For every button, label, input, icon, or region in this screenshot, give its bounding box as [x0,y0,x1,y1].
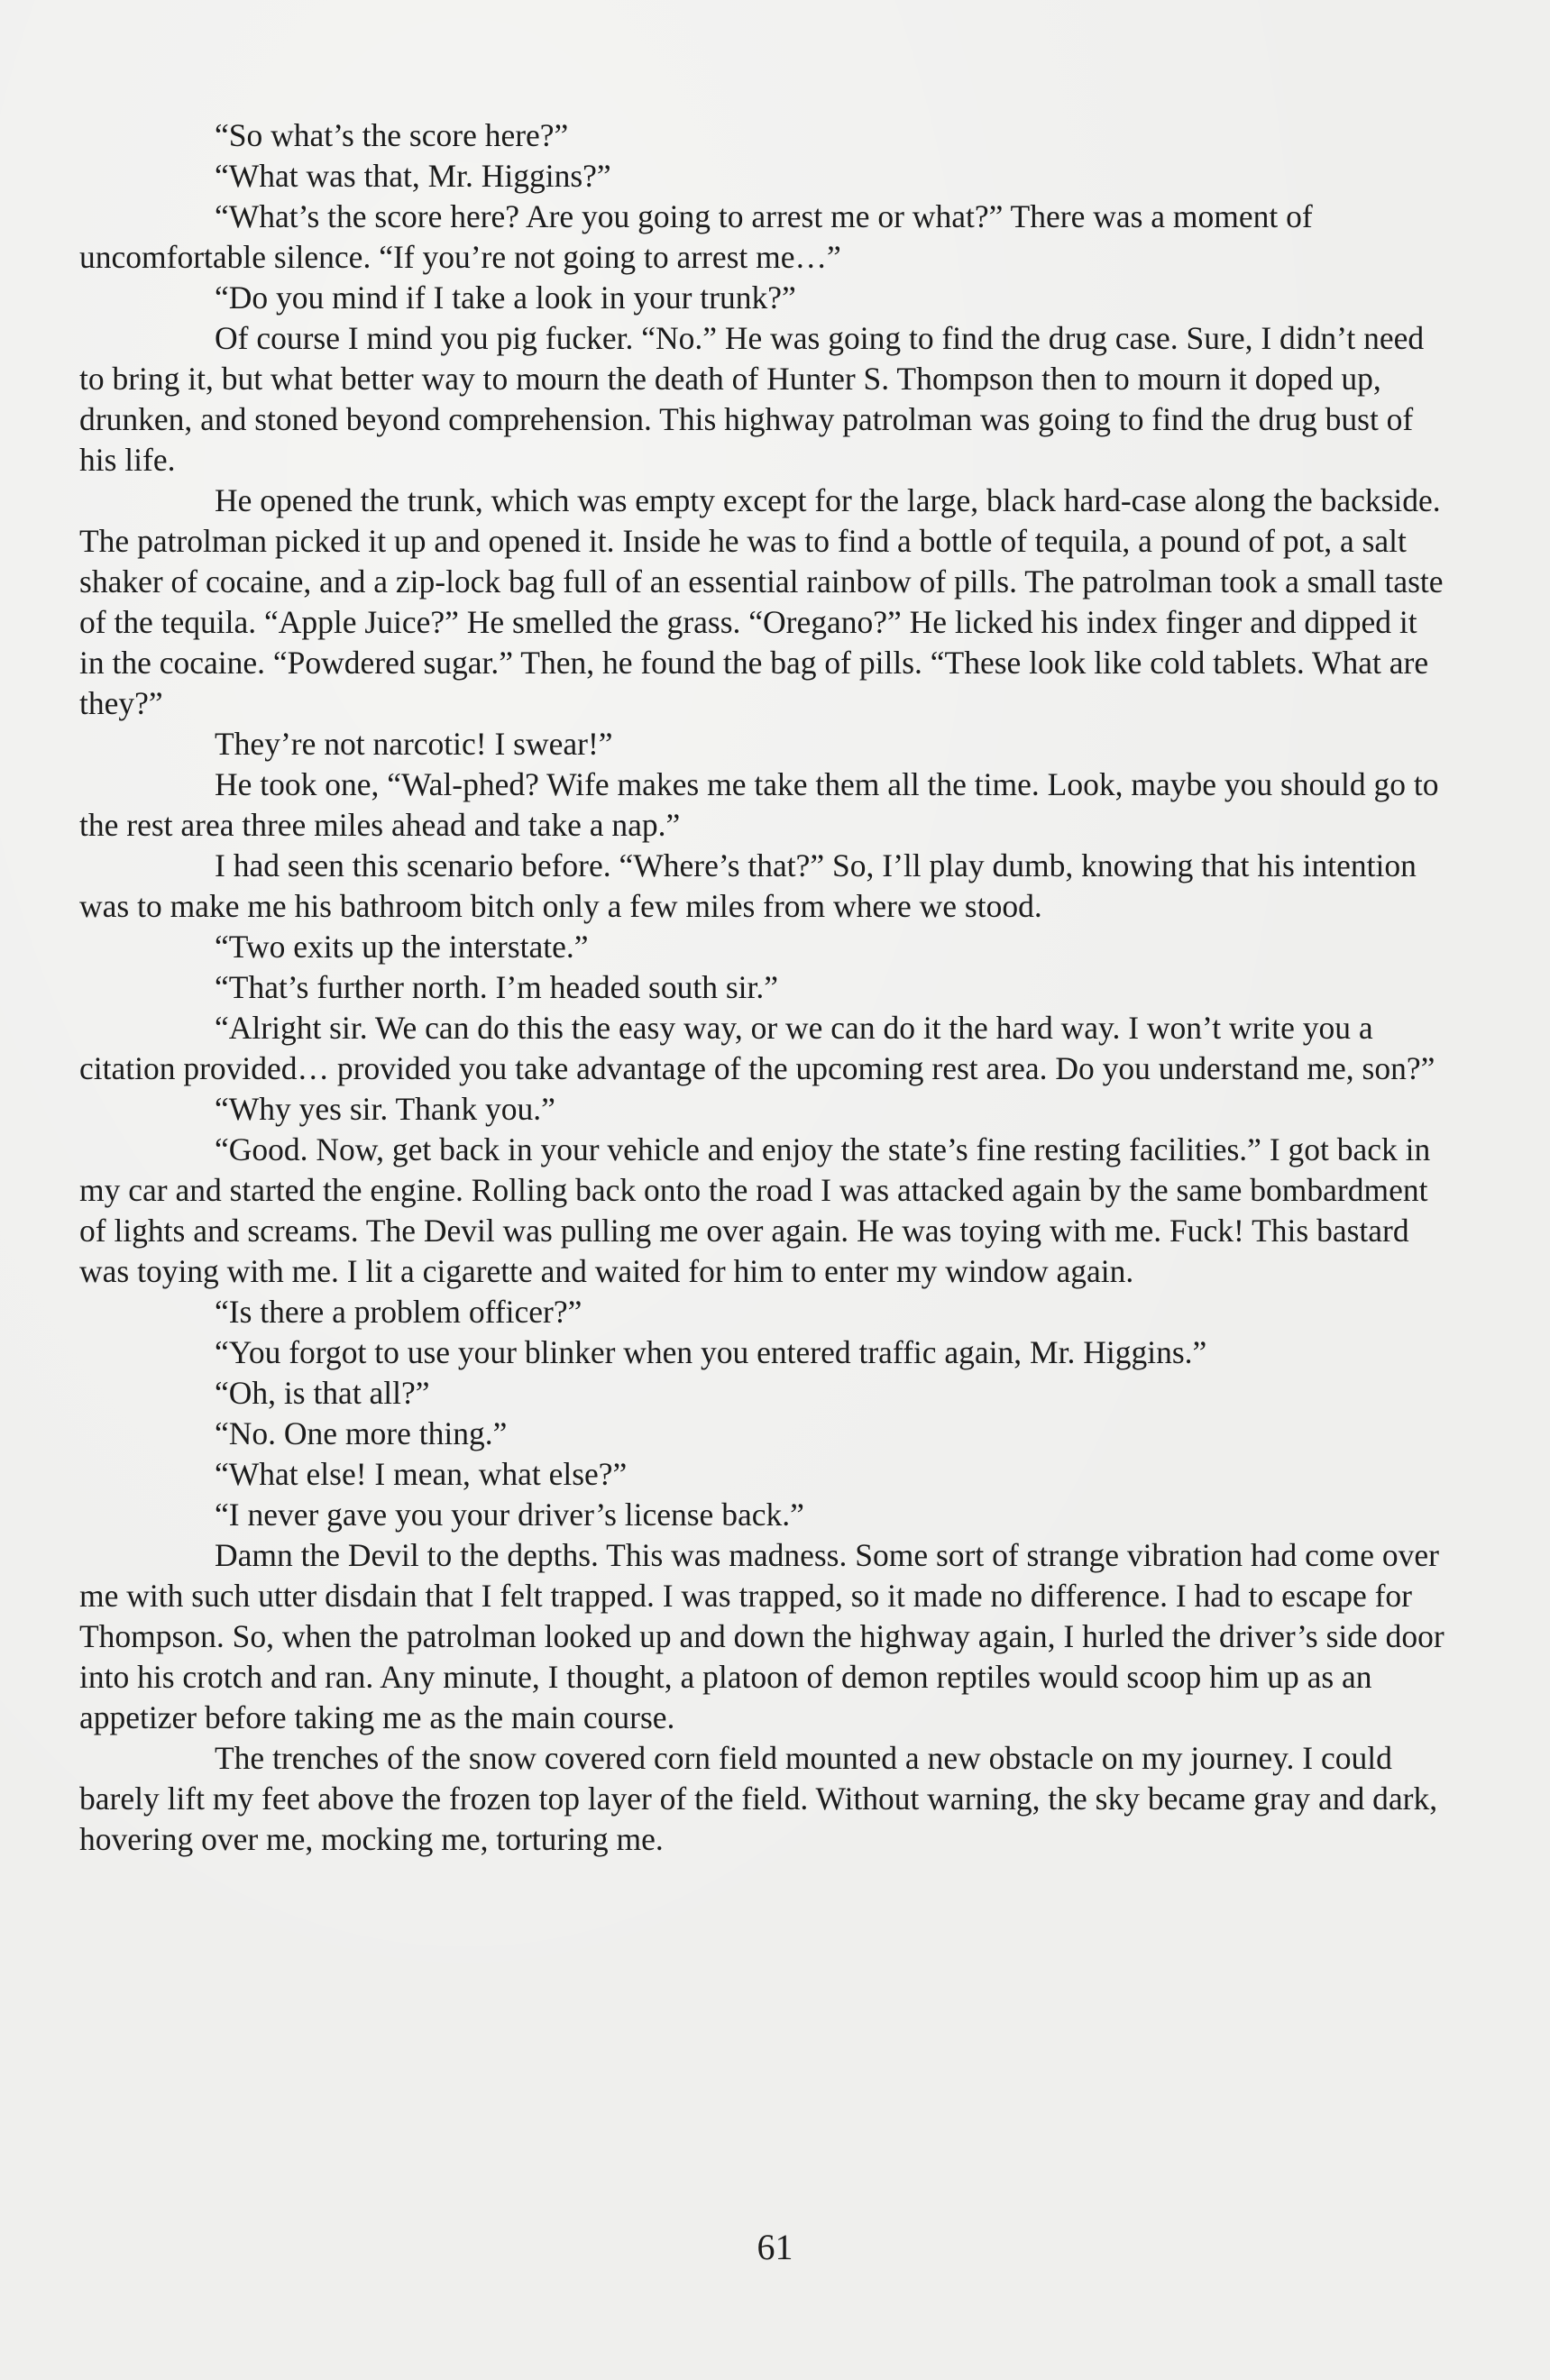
paragraph: They’re not narcotic! I swear!” [215,726,613,762]
paragraph: “Alright sir. We can do this the easy way, or we can do it the hard way. I won’t write you a citation provided… provided you take advantage of the upcoming rest area. Do you understand me, son?” [79,1010,1435,1086]
paragraph: “Why yes sir. Thank you.” [215,1091,555,1127]
paragraph: “No. One more thing.” [215,1415,508,1451]
paragraph: Damn the Devil to the depths. This was madness. Some sort of strange vibration had come over me with such utter disdain that I felt trapped. I was trapped, so it made no difference. I had to escape for Thompson. So, when the patrolman looked up and down the highway again, I hurled the driver’s side door into his crotch and ran. Any minute, I thought, a platoon of demon reptiles would scoop him up as an appetizer before taking me as the main course. [79,1537,1445,1735]
paragraph: He opened the trunk, which was empty except for the large, black hard-case along the backside. The patrolman picked it up and opened it. Inside he was to find a bottle of tequila, a pound of pot, a salt shaker of cocaine, and a zip-lock bag full of an essential rainbow of pills. The patrolman took a small taste of the tequila. “Apple Juice?” He smelled the grass. “Oregano?” He licked his index finger and dipped it in the cocaine. “Powdered sugar.” Then, he found the bag of pills. “These look like cold tablets. What are they?” [79,482,1444,721]
paragraph: “What was that, Mr. Higgins?” [215,158,611,194]
paragraph: “What’s the score here? Are you going to arrest me or what?” There was a moment of uncomfortable silence. “If you’re not going to arrest me…” [79,198,1313,275]
paragraph: “You forgot to use your blinker when you entered traffic again, Mr. Higgins.” [215,1334,1207,1370]
paragraph: “Do you mind if I take a look in your trunk?” [215,279,796,316]
paragraph: “Oh, is that all?” [215,1375,430,1411]
paragraph: “What else! I mean, what else?” [215,1456,628,1492]
paragraph: He took one, “Wal-phed? Wife makes me take them all the time. Look, maybe you should go to the rest area three miles ahead and take a nap.” [79,766,1439,843]
paragraph: “I never gave you your driver’s license back.” [215,1497,804,1533]
paragraph: I had seen this scenario before. “Where’s that?” So, I’ll play dumb, knowing that his intention was to make me his bathroom bitch only a few miles from where we stood. [79,847,1417,924]
paragraph: The trenches of the snow covered corn field mounted a new obstacle on my journey. I could barely lift my feet above the frozen top layer of the field. Without warning, the sky became gray and dark, hovering over me, mocking me, torturing me. [79,1740,1438,1857]
body-text [79,115,1445,1860]
paragraph: “So what’s the score here?” [215,117,569,153]
paragraph: “Two exits up the interstate.” [215,929,589,965]
paragraph: “Is there a problem officer?” [215,1294,582,1330]
paragraph: “Good. Now, get back in your vehicle and enjoy the state’s fine resting facilities.” I got back in my car and started the engine. Rolling back onto the road I was attacked again by the same bombardment of lights and screams. The Devil was pulling me over again. He was toying with me. Fuck! This bastard was toying with me. I lit a cigarette and waited for him to enter my window again. [79,1131,1431,1289]
paragraph: Of course I mind you pig fucker. “No.” He was going to find the drug case. Sure, I didn’t need to bring it, but what better way to mourn the death of Hunter S. Thompson then to mourn it doped up, drunken, and stoned beyond comprehension. This highway patrolman was going to find the drug bust of his life. [79,320,1425,478]
page-number: 61 [757,2227,793,2267]
paragraph: “That’s further north. I’m headed south sir.” [215,969,779,1005]
